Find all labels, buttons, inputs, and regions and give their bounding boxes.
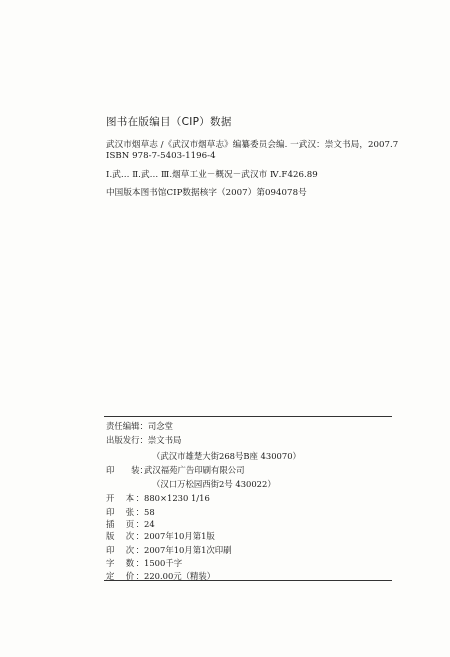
- publisher-value: 崇文书局: [147, 435, 182, 445]
- impression-label: 印 次：: [106, 545, 144, 555]
- imprint-printer: [106, 464, 245, 476]
- format-label: 开 本：: [106, 493, 144, 503]
- imprint-sheets: [106, 506, 155, 518]
- imprint-format: [106, 492, 210, 504]
- edition-value: 2007年10月第1版: [144, 531, 215, 541]
- price-label: 定 价：: [106, 571, 144, 581]
- plates-label: 插 页：: [106, 519, 144, 529]
- imprint-editor: [106, 420, 173, 432]
- imprint-top-rule: [104, 416, 392, 417]
- sheets-label: 印 张：: [106, 507, 144, 517]
- cip-record-line: 武汉市烟草志 /《武汉市烟草志》编纂委员会编. 一武汉：崇文书局，2007.7: [106, 140, 399, 150]
- imprint-publisher: [106, 434, 181, 446]
- imprint-word-count: [106, 557, 182, 569]
- word-count-value: 1500千字: [144, 558, 183, 568]
- edition-label: 版 次：: [106, 531, 144, 541]
- editor-label: 责任编辑：: [106, 421, 148, 431]
- price-value: 220.00元（精装）: [144, 571, 216, 581]
- sheets-value: 58: [144, 507, 155, 517]
- imprint-plates: [106, 518, 155, 530]
- imprint-bottom-rule: [104, 580, 392, 581]
- editor-value: 司念堂: [147, 421, 173, 431]
- impression-value: 2007年10月第1次印刷: [144, 545, 232, 555]
- publisher-label: 出版发行：: [106, 435, 148, 445]
- imprint-edition: [106, 530, 215, 542]
- format-value: 880×1230 1/16: [144, 493, 210, 503]
- printer-value: 武汉福苑广告印刷有限公司: [144, 465, 245, 475]
- cip-approval-number: 中国版本图书馆CIP数据核字（2007）第094078号: [106, 188, 307, 198]
- printer-label: 印 装：: [106, 465, 148, 475]
- word-count-label: 字 数：: [106, 558, 144, 568]
- cip-isbn: ISBN 978-7-5403-1196-4: [106, 151, 216, 161]
- cip-classification: Ⅰ.武… Ⅱ.武… Ⅲ.烟草工业－概况－武汉市 Ⅳ.F426.89: [106, 170, 318, 180]
- imprint-impression: [106, 544, 232, 556]
- plates-value: 24: [144, 519, 155, 529]
- cip-title: 图书在版编目（CIP）数据: [106, 116, 232, 128]
- imprint-publisher-address: （武汉市雄楚大街268号B座 430070）: [152, 451, 301, 461]
- imprint-printer-address: （汉口万松园西街2号 430022）: [152, 479, 276, 489]
